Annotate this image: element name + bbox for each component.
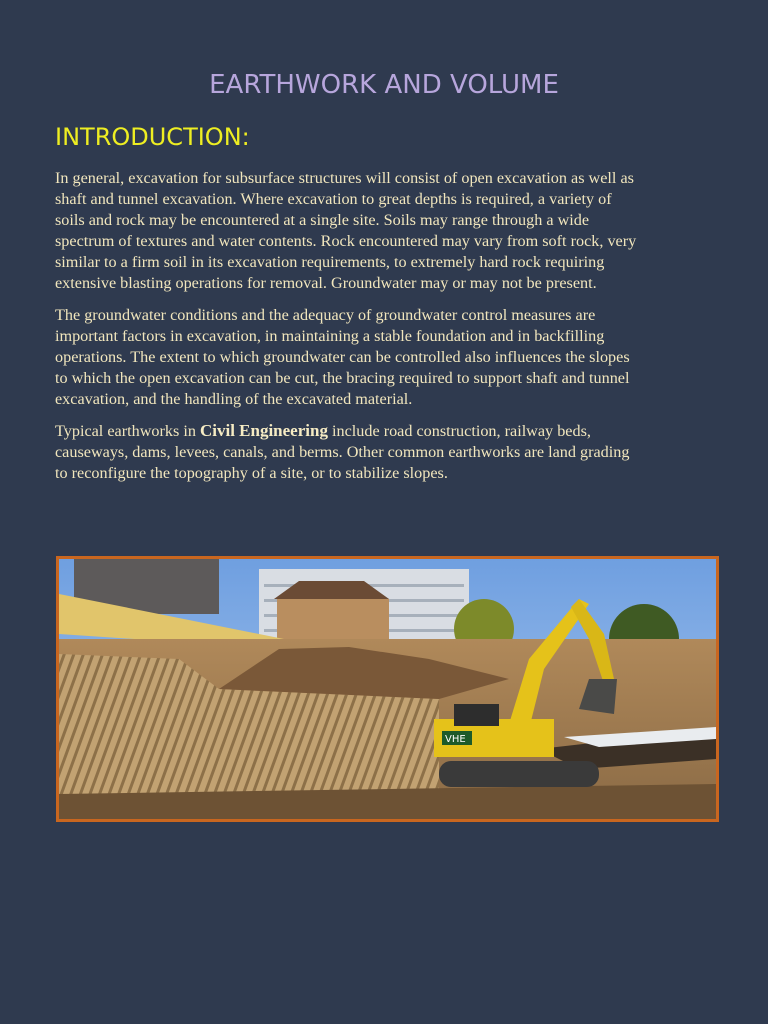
excavation-site-photo <box>56 556 719 822</box>
text-segment: Typical earthworks in <box>55 422 200 440</box>
text-line: spectrum of textures and water contents. Rock encountered may vary from soft rock, very <box>55 232 637 250</box>
paragraph-groundwater <box>55 305 735 410</box>
excavator-label: VHE <box>445 734 466 745</box>
text-line: operations. The extent to which groundwater can be controlled also influences the slopes <box>55 348 630 366</box>
text-line: important factors in excavation, in maintaining a stable foundation and in backfilling <box>55 327 605 345</box>
paragraph-earthworks <box>55 420 735 484</box>
bold-term: Civil Engineering <box>199 421 328 440</box>
text-segment: include road construction, railway beds, <box>327 422 591 440</box>
text-line: extensive blasting operations for removal. Groundwater may or may not be present. <box>55 274 597 292</box>
text-line: excavation, and the handling of the excavated material. <box>55 390 413 408</box>
text-line: The groundwater conditions and the adequacy of groundwater control measures are <box>55 306 596 324</box>
text-line: similar to a firm soil in its excavation requirements, to extremely hard rock requiring <box>55 253 605 271</box>
text-line: In general, excavation for subsurface structures will consist of open excavation as well as <box>55 169 634 187</box>
page-title: EARTHWORK AND VOLUME <box>209 70 559 100</box>
text-line: to which the open excavation can be cut, the bracing required to support shaft and tunnel <box>55 369 630 387</box>
text-line: shaft and tunnel excavation. Where excavation to great depths is required, a variety of <box>55 190 612 208</box>
text-line: soils and rock may be encountered at a single site. Soils may range through a wide <box>55 211 590 229</box>
photo-illustration <box>59 559 716 819</box>
text-line: to reconfigure the topography of a site, or to stabilize slopes. <box>55 464 448 482</box>
paragraph-intro <box>55 168 735 294</box>
text-line <box>55 420 735 442</box>
section-heading: INTRODUCTION: <box>55 123 250 151</box>
text-line: causeways, dams, levees, canals, and berms. Other common earthworks are land grading <box>55 443 630 461</box>
